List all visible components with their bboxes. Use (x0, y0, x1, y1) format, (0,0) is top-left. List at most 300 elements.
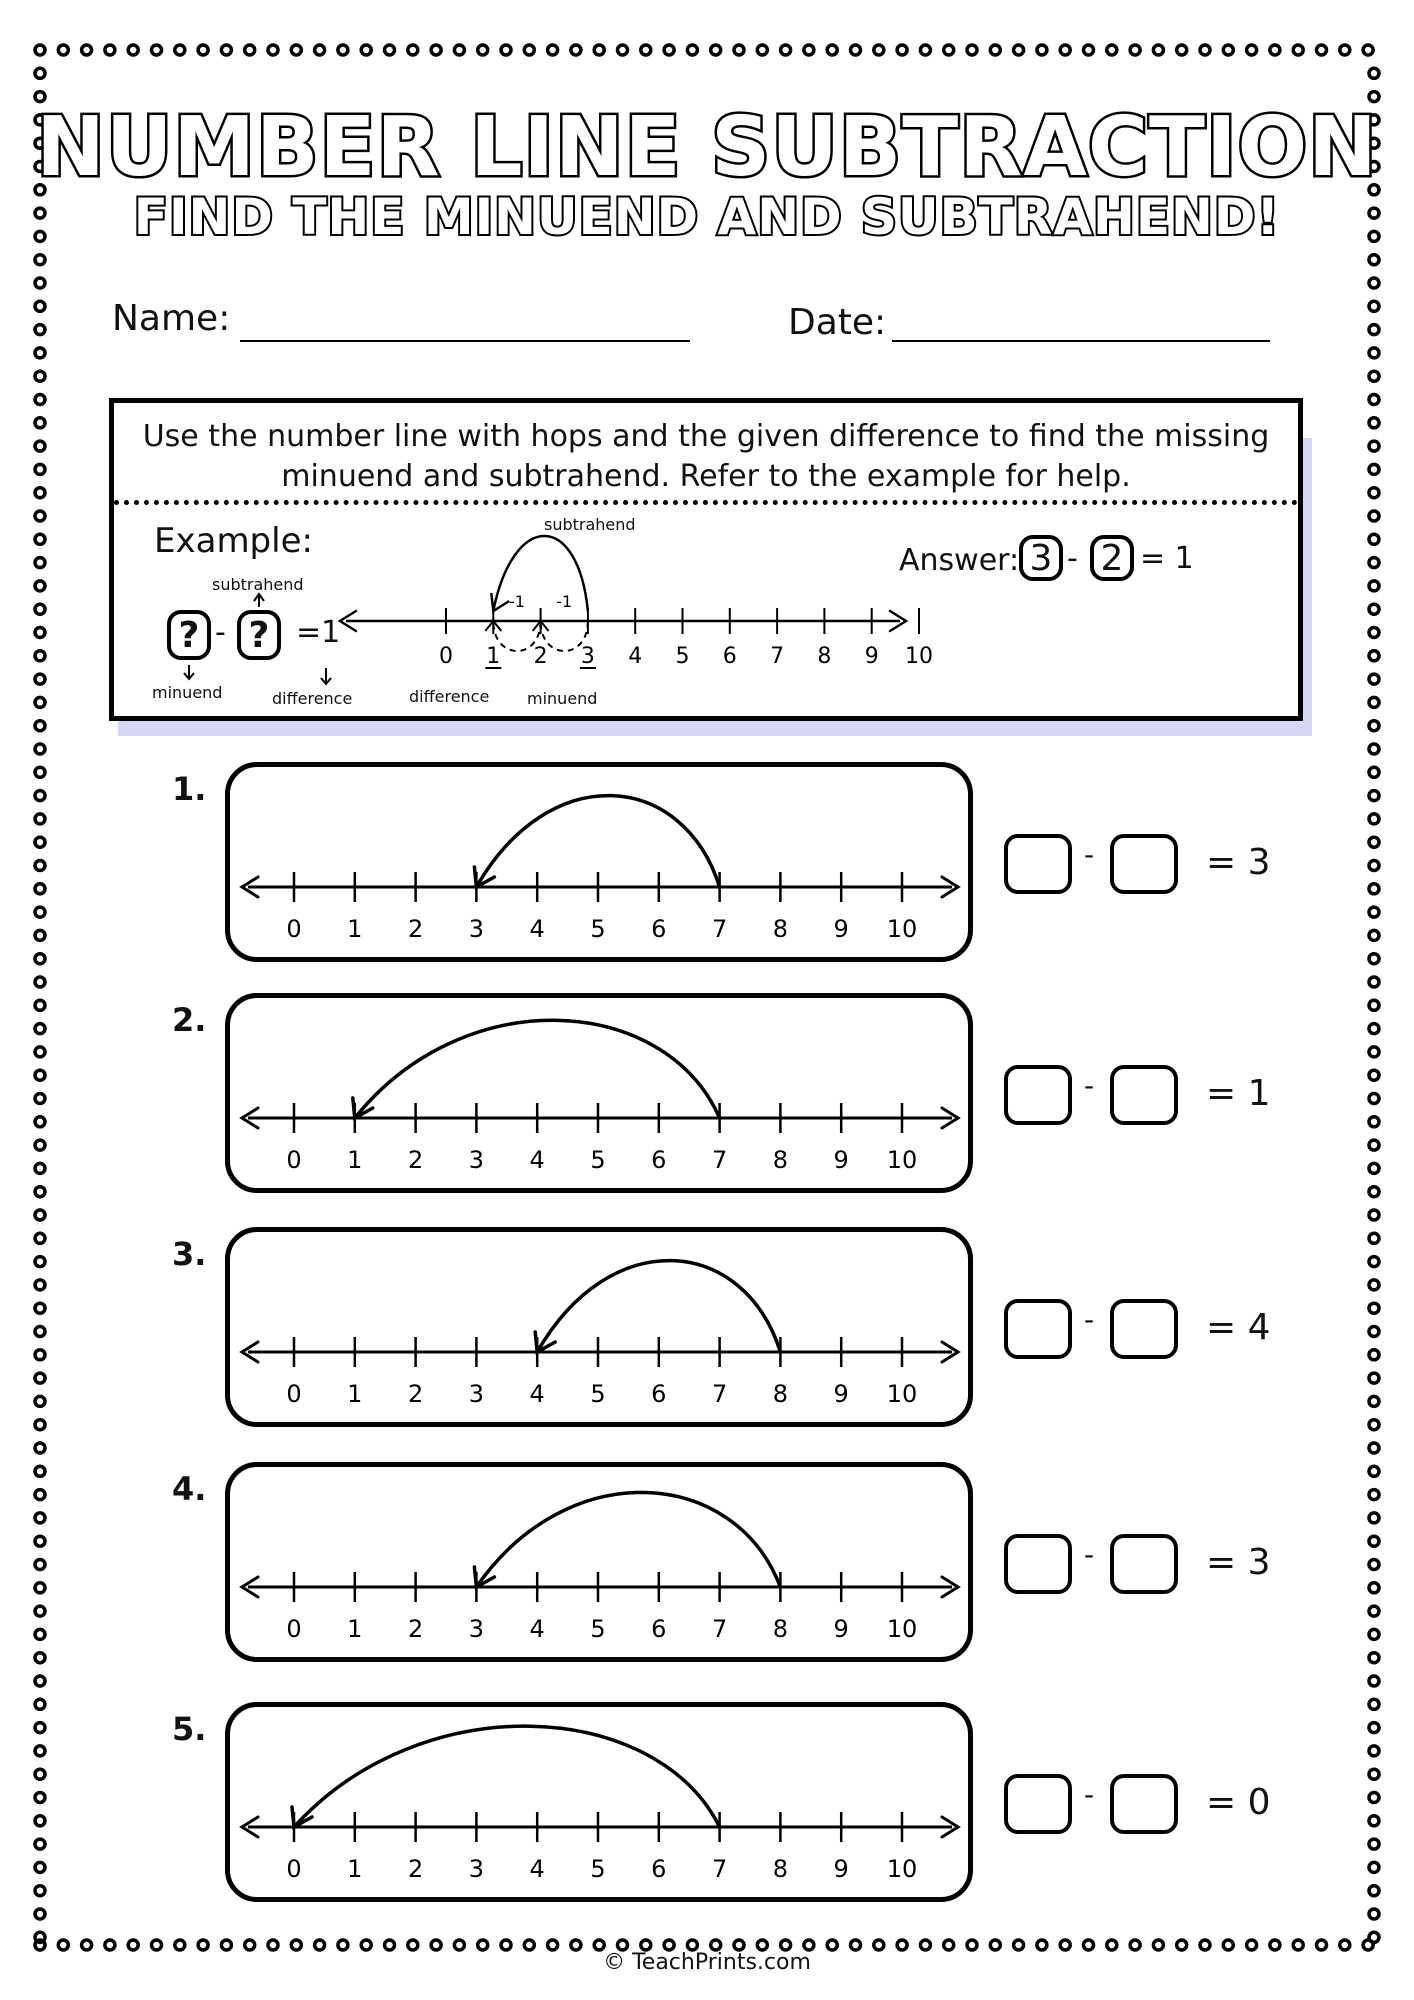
border-dot (35, 1932, 45, 1942)
border-dot (35, 1117, 45, 1127)
border-dot (35, 1210, 45, 1220)
border-dot (1369, 1560, 1379, 1570)
tick-label: 9 (833, 1615, 849, 1643)
border-dot (664, 1940, 674, 1950)
border-dot (1369, 1676, 1379, 1686)
border-dot (827, 45, 837, 55)
border-dot (35, 1769, 45, 1779)
border-dot (35, 1000, 45, 1010)
border-dot (338, 45, 348, 55)
border-dot (571, 45, 581, 55)
border-dot (1369, 930, 1379, 940)
tick-label: 5 (590, 1855, 606, 1883)
border-dot (35, 255, 45, 265)
border-dot (431, 45, 441, 55)
difference-value: = 1 (1206, 1073, 1271, 1114)
tick-label: 2 (407, 1380, 424, 1408)
border-dot (1369, 1117, 1379, 1127)
example-minuend-box: ? (167, 610, 211, 660)
border-dot (35, 534, 45, 544)
border-dot (990, 1940, 1000, 1950)
minus-sign: - (1084, 1069, 1095, 1102)
border-dot (1060, 45, 1070, 55)
border-dot (524, 1940, 534, 1950)
border-dot (594, 1940, 604, 1950)
border-dot (35, 1699, 45, 1709)
example-minuend-label: minuend (152, 683, 223, 702)
minus-sign: - (1084, 1303, 1095, 1336)
border-dot (1369, 907, 1379, 917)
border-dot (734, 1940, 744, 1950)
problem-number-line-box (225, 762, 973, 962)
border-dot (105, 1940, 115, 1950)
border-dot (35, 651, 45, 661)
border-dot (897, 45, 907, 55)
border-dot (478, 1940, 488, 1950)
tick-label: 8 (772, 1615, 789, 1643)
border-dot (82, 1940, 92, 1950)
border-dot (1340, 45, 1350, 55)
border-dot (1369, 464, 1379, 474)
border-dot (1363, 45, 1373, 55)
minus-sign: - (1084, 1778, 1095, 1811)
problem-number: 4. (172, 1470, 207, 1508)
tick-label: 4 (529, 1146, 545, 1174)
border-dot (1369, 1163, 1379, 1173)
tick-label: 5 (590, 1146, 606, 1174)
border-dot (408, 45, 418, 55)
border-dot (245, 1940, 255, 1950)
border-dot (851, 45, 861, 55)
border-dot (501, 45, 511, 55)
tick-label: 8 (772, 1855, 789, 1883)
border-dot (1107, 45, 1117, 55)
minus-sign: - (1084, 1538, 1095, 1571)
example-equals: =1 (296, 615, 341, 650)
problem-number-line (230, 1232, 978, 1432)
border-dot (35, 628, 45, 638)
border-dot (1369, 1932, 1379, 1942)
border-dot (1369, 1373, 1379, 1383)
tick-label: 8 (772, 915, 789, 943)
border-dot (1369, 1793, 1379, 1803)
border-dot (105, 45, 115, 55)
border-dot (1153, 45, 1163, 55)
subtrahend-answer-box[interactable] (1110, 1065, 1178, 1125)
border-dot (1369, 674, 1379, 684)
border-dot (35, 1839, 45, 1849)
border-dot (1369, 814, 1379, 824)
border-dot (35, 1653, 45, 1663)
difference-value: = 0 (1206, 1782, 1271, 1823)
tick-label: 1 (347, 1380, 363, 1408)
minuend-answer-box[interactable] (1004, 1065, 1072, 1125)
tick-label: 6 (651, 1855, 667, 1883)
border-dot (594, 45, 604, 55)
difference-value: = 4 (1206, 1307, 1271, 1348)
border-dot (1369, 395, 1379, 405)
border-dot (1369, 628, 1379, 638)
example-hop-label: -1 (508, 592, 525, 611)
border-dot (35, 1327, 45, 1337)
border-dot (851, 1940, 861, 1950)
border-dot (1369, 534, 1379, 544)
border-dot (35, 1396, 45, 1406)
border-dot (35, 325, 45, 335)
tick-label: 9 (833, 915, 849, 943)
border-dot (1369, 1699, 1379, 1709)
border-dot (501, 1940, 511, 1950)
subtrahend-answer-box[interactable] (1110, 1774, 1178, 1834)
hop-arc (476, 1492, 780, 1587)
border-dot (1369, 1070, 1379, 1080)
border-dot (35, 418, 45, 428)
border-dot (1369, 1816, 1379, 1826)
border-dot (1369, 1629, 1379, 1639)
border-dot (711, 45, 721, 55)
border-dot (35, 1536, 45, 1546)
border-dot (1369, 1187, 1379, 1197)
tick-label: 2 (407, 915, 424, 943)
border-dot (35, 884, 45, 894)
tick-label: 9 (833, 1146, 849, 1174)
border-dot (1369, 1886, 1379, 1896)
border-dot (1369, 1140, 1379, 1150)
border-dot (827, 1940, 837, 1950)
border-dot (804, 1940, 814, 1950)
border-dot (524, 45, 534, 55)
border-dot (1369, 721, 1379, 731)
tick-label: 8 (772, 1380, 789, 1408)
border-dot (35, 1793, 45, 1803)
border-dot (1084, 1940, 1094, 1950)
border-dot (35, 1676, 45, 1686)
border-dot (1369, 371, 1379, 381)
border-dot (1340, 1940, 1350, 1950)
border-dot (1037, 1940, 1047, 1950)
border-dot (35, 1047, 45, 1057)
border-dot (385, 1940, 395, 1950)
tick-label: 3 (468, 915, 485, 943)
border-dot (35, 581, 45, 591)
border-dot (1369, 1420, 1379, 1430)
tick-label: 7 (711, 1380, 728, 1408)
border-dot (990, 45, 1000, 55)
tick-label: 2 (407, 1615, 424, 1643)
border-dot (35, 1513, 45, 1523)
border-dot (1369, 581, 1379, 591)
example-line-subtrahend-label: subtrahend (544, 515, 636, 534)
border-dot (1369, 1862, 1379, 1872)
border-dot (35, 1257, 45, 1267)
border-dot (1369, 604, 1379, 614)
border-dot (1369, 1769, 1379, 1779)
border-dot (944, 45, 954, 55)
border-dot (35, 954, 45, 964)
subtrahend-answer-box[interactable] (1110, 1299, 1178, 1359)
border-dot (804, 45, 814, 55)
border-dot (1200, 1940, 1210, 1950)
border-dot (198, 45, 208, 55)
problem-number: 2. (172, 1001, 207, 1039)
problem-number-line-box (225, 1702, 973, 1902)
border-dot (35, 1909, 45, 1919)
tick-label: 7 (711, 1615, 728, 1643)
tick-label: 10 (886, 915, 918, 943)
tick-label: 1 (347, 1146, 363, 1174)
border-dot (478, 45, 488, 55)
example-down-arrow (184, 665, 194, 679)
tick-label: 5 (675, 644, 690, 669)
border-dot (35, 791, 45, 801)
border-dot (1060, 1940, 1070, 1950)
border-dot (454, 1940, 464, 1950)
border-dot (35, 907, 45, 917)
border-dot (1247, 1940, 1257, 1950)
border-dot (1369, 651, 1379, 661)
border-dot (1369, 954, 1379, 964)
border-dot (1369, 1536, 1379, 1546)
border-dot (1177, 1940, 1187, 1950)
border-dot (315, 45, 325, 55)
border-dot (1223, 1940, 1233, 1950)
minus-sign: - (1084, 838, 1095, 871)
border-dot (548, 45, 558, 55)
example-hop-arc (493, 536, 588, 611)
example-line-difference-label: difference (409, 687, 490, 706)
border-dot (944, 1940, 954, 1950)
border-dot (35, 1606, 45, 1616)
border-dot (1369, 1466, 1379, 1476)
border-dot (618, 45, 628, 55)
border-dot (1369, 791, 1379, 801)
border-dot (1369, 1094, 1379, 1104)
border-dot (1153, 1940, 1163, 1950)
border-dot (1369, 558, 1379, 568)
tick-label: 1 (347, 915, 363, 943)
tick-label: 1 (486, 644, 501, 669)
tick-label: 0 (286, 915, 302, 943)
tick-label: 6 (651, 1615, 667, 1643)
border-dot (35, 1560, 45, 1570)
border-dot (58, 1940, 68, 1950)
instructions-text: Use the number line with hops and the given difference to find the missing minuend and subtrahend. Refer to the example for help. (142, 419, 1270, 494)
tick-label: 5 (590, 1615, 606, 1643)
border-dot (1317, 1940, 1327, 1950)
date-label: Date: (788, 302, 887, 343)
problem-number: 3. (172, 1235, 207, 1273)
tick-label: 9 (864, 644, 879, 669)
minuend-answer-box[interactable] (1004, 1774, 1072, 1834)
tick-label: 0 (286, 1615, 302, 1643)
border-dot (291, 1940, 301, 1950)
problem-number-line (230, 1467, 978, 1667)
border-dot (1369, 1653, 1379, 1663)
border-dot (35, 1233, 45, 1243)
border-dot (967, 1940, 977, 1950)
subtrahend-answer-box[interactable] (1110, 1534, 1178, 1594)
border-dot (35, 371, 45, 381)
tick-label: 7 (711, 915, 728, 943)
border-dot (1317, 45, 1327, 55)
border-dot (1369, 301, 1379, 311)
border-dot (711, 1940, 721, 1950)
border-dot (571, 1940, 581, 1950)
worksheet-subtitle: FIND THE MINUEND AND SUBTRAHEND! (133, 188, 1281, 246)
border-dot (152, 45, 162, 55)
border-dot (35, 1629, 45, 1639)
tick-label: 4 (529, 1855, 545, 1883)
border-dot (35, 511, 45, 521)
border-dot (920, 1940, 930, 1950)
tick-label: 2 (407, 1855, 424, 1883)
example-answer-minus: - (1067, 541, 1078, 576)
tick-label: 8 (772, 1146, 789, 1174)
problem-number-line (230, 1707, 978, 1907)
border-dot (1130, 45, 1140, 55)
border-dot (1369, 1257, 1379, 1267)
tick-label: 7 (770, 644, 785, 669)
border-dot (757, 1940, 767, 1950)
border-dot (1369, 348, 1379, 358)
border-dot (1369, 418, 1379, 428)
tick-label: 3 (580, 644, 595, 669)
tick-label: 2 (407, 1146, 424, 1174)
tick-label: 10 (886, 1380, 918, 1408)
border-dot (1270, 45, 1280, 55)
border-dot (35, 1583, 45, 1593)
border-dot (1369, 1443, 1379, 1453)
border-dot (967, 45, 977, 55)
problem-number: 5. (172, 1710, 207, 1748)
border-dot (1200, 45, 1210, 55)
name-field[interactable] (240, 340, 690, 342)
tick-label: 5 (590, 915, 606, 943)
example-hop-label: -1 (556, 592, 573, 611)
border-dot (1369, 1350, 1379, 1360)
problem-number-line-box (225, 993, 973, 1193)
footer-copyright: © TeachPrints.com (603, 1950, 811, 1975)
border-dot (1369, 1280, 1379, 1290)
border-dot (221, 45, 231, 55)
example-number-line (114, 403, 1308, 726)
tick-label: 4 (529, 915, 545, 943)
border-dot (920, 45, 930, 55)
border-dot (35, 1443, 45, 1453)
example-answer-subtrahend: 2 (1090, 535, 1134, 581)
minuend-answer-box[interactable] (1004, 1534, 1072, 1594)
border-dot (35, 488, 45, 498)
border-dot (687, 1940, 697, 1950)
border-dot (1369, 744, 1379, 754)
border-dot (1247, 45, 1257, 55)
border-dot (734, 45, 744, 55)
border-dot (874, 45, 884, 55)
border-dot (35, 837, 45, 847)
border-dot (1369, 1839, 1379, 1849)
border-dot (1270, 1940, 1280, 1950)
border-dot (1369, 1583, 1379, 1593)
border-dot (35, 1466, 45, 1476)
border-dot (1177, 45, 1187, 55)
minuend-answer-box[interactable] (1004, 1299, 1072, 1359)
border-dot (128, 1940, 138, 1950)
border-dot (1369, 441, 1379, 451)
border-dot (35, 1140, 45, 1150)
border-dot (1293, 45, 1303, 55)
border-dot (35, 395, 45, 405)
tick-label: 1 (347, 1855, 363, 1883)
minuend-answer-box[interactable] (1004, 834, 1072, 894)
date-field[interactable] (892, 340, 1270, 342)
border-dot (35, 1373, 45, 1383)
border-dot (35, 1350, 45, 1360)
border-dot (1369, 767, 1379, 777)
border-dot (1369, 1024, 1379, 1034)
instructions-box (109, 398, 1303, 721)
tick-label: 3 (468, 1855, 485, 1883)
border-dot (35, 977, 45, 987)
border-dot (1369, 488, 1379, 498)
border-dot (35, 1024, 45, 1034)
border-dot (35, 1862, 45, 1872)
problem-number-line (230, 998, 978, 1198)
border-dot (35, 1490, 45, 1500)
border-dot (35, 558, 45, 568)
border-dot (175, 45, 185, 55)
example-line-minuend-label: minuend (527, 689, 598, 708)
border-dot (431, 1940, 441, 1950)
problem-number-line (230, 767, 978, 967)
tick-label: 8 (817, 644, 832, 669)
tick-label: 0 (286, 1146, 302, 1174)
example-answer-minuend: 3 (1019, 535, 1063, 581)
border-dot (198, 1940, 208, 1950)
border-dot (1369, 68, 1379, 78)
border-dot (245, 45, 255, 55)
tick-label: 3 (468, 1380, 485, 1408)
border-dot (1369, 1047, 1379, 1057)
border-dot (1369, 278, 1379, 288)
border-dot (781, 1940, 791, 1950)
border-dot (82, 45, 92, 55)
border-dot (35, 604, 45, 614)
tick-label: 10 (905, 644, 933, 669)
tick-label: 0 (439, 644, 453, 669)
border-dot (1369, 1513, 1379, 1523)
border-dot (1014, 45, 1024, 55)
example-down-arrow (321, 668, 331, 684)
example-subtrahend-label: subtrahend (212, 575, 304, 594)
border-dot (1369, 837, 1379, 847)
border-dot (35, 861, 45, 871)
example-minus: - (215, 615, 226, 650)
border-dot (268, 45, 278, 55)
tick-label: 3 (468, 1615, 485, 1643)
border-dot (1130, 1940, 1140, 1950)
border-dot (35, 441, 45, 451)
tick-label: 10 (886, 1855, 918, 1883)
border-dot (1369, 1909, 1379, 1919)
border-dot (35, 1303, 45, 1313)
border-dot (35, 348, 45, 358)
border-dot (1369, 511, 1379, 521)
example-difference-label: difference (272, 689, 353, 708)
border-dot (1369, 1490, 1379, 1500)
difference-value: = 3 (1206, 1542, 1271, 1583)
border-dot (1369, 255, 1379, 265)
subtrahend-answer-box[interactable] (1110, 834, 1178, 894)
